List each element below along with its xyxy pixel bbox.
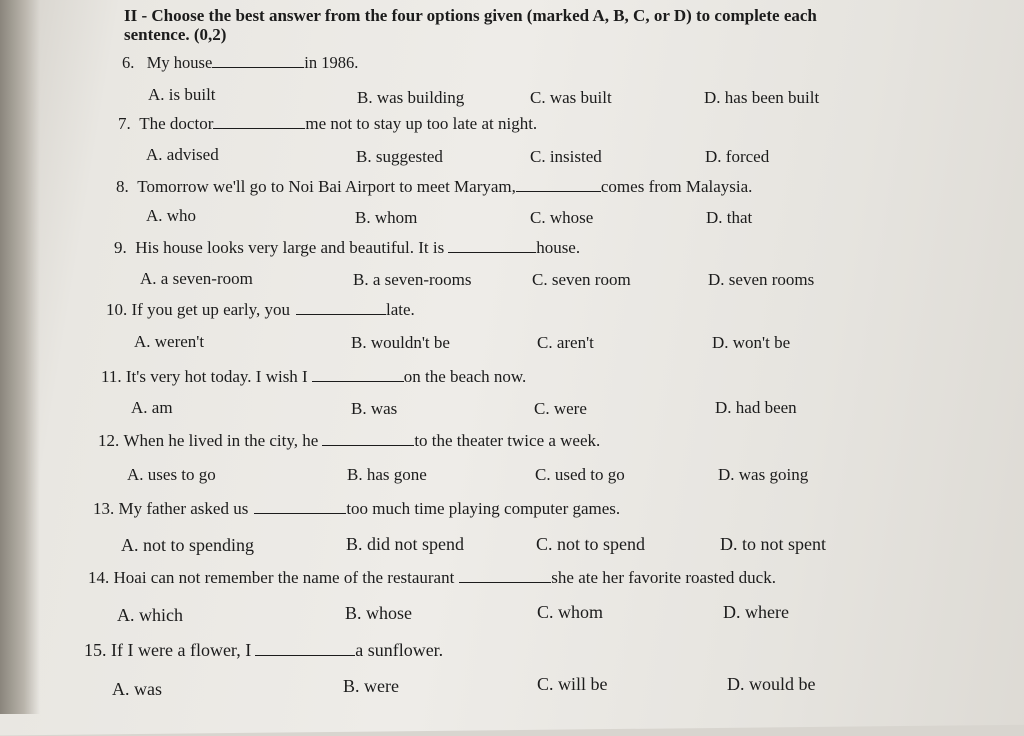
option-9-a[interactable]: A. a seven-room — [140, 269, 253, 288]
question-7 — [118, 114, 537, 134]
question-6 — [122, 53, 358, 73]
option-8-c[interactable]: C. whose — [530, 208, 594, 227]
answer-blank[interactable] — [516, 177, 601, 192]
question-number: 10. — [106, 300, 128, 319]
question-15 — [84, 640, 443, 661]
question-number: 9. — [114, 238, 127, 257]
question-text-after: house. — [536, 238, 581, 257]
header-line-2: sentence. (0,2) — [124, 25, 227, 44]
question-text-before: My house — [146, 53, 213, 72]
option-11-c[interactable]: C. were — [534, 399, 587, 418]
question-text-after: a sunflower. — [355, 640, 444, 660]
question-8 — [116, 177, 752, 197]
question-number: 14. — [88, 568, 110, 587]
answer-blank[interactable] — [448, 238, 536, 253]
answer-blank[interactable] — [213, 114, 305, 129]
option-9-c[interactable]: C. seven room — [532, 270, 631, 289]
option-7-a[interactable]: A. advised — [146, 145, 219, 164]
question-text-after: late. — [385, 300, 415, 319]
question-text-before: Hoai can not remember the name of the restaurant — [113, 568, 455, 587]
question-number: 13. — [93, 499, 115, 518]
question-text-before: When he lived in the city, he — [123, 431, 319, 450]
option-7-b[interactable]: B. suggested — [356, 147, 443, 166]
question-text-before: My father asked us — [118, 499, 249, 518]
option-14-a[interactable]: A. which — [117, 605, 183, 625]
section-header — [124, 6, 984, 44]
option-8-b[interactable]: B. whom — [355, 208, 418, 227]
question-number: 11. — [101, 367, 122, 386]
answer-blank[interactable] — [322, 431, 414, 446]
question-text-after: on the beach now. — [403, 367, 527, 386]
option-15-d[interactable]: D. would be — [727, 674, 816, 694]
option-13-c[interactable]: C. not to spend — [536, 534, 646, 554]
option-13-b[interactable]: B. did not spend — [346, 534, 465, 554]
question-text-before: If you get up early, you — [131, 300, 290, 319]
option-12-a[interactable]: A. uses to go — [127, 465, 216, 484]
option-10-a[interactable]: A. weren't — [134, 332, 205, 351]
option-14-c[interactable]: C. whom — [537, 602, 604, 622]
option-10-c[interactable]: C. aren't — [537, 333, 594, 352]
question-number: 15. — [84, 640, 107, 660]
question-text-after: in 1986. — [304, 53, 359, 72]
answer-blank[interactable] — [254, 499, 346, 514]
answer-blank[interactable] — [459, 568, 551, 583]
option-11-a[interactable]: A. am — [131, 398, 173, 417]
question-text-after: comes from Malaysia. — [600, 177, 753, 196]
question-text-after: she ate her favorite roasted duck. — [551, 568, 776, 587]
question-text-before: Tomorrow we'll go to Noi Bai Airport to meet Maryam, — [137, 177, 516, 196]
option-7-d[interactable]: D. forced — [705, 147, 770, 166]
question-13 — [93, 499, 620, 519]
header-line-1: II - Choose the best answer from the four options given (marked A, B, C, or D) to complete each — [124, 6, 817, 25]
question-10 — [106, 300, 415, 320]
option-8-a[interactable]: A. who — [146, 206, 197, 225]
option-9-d[interactable]: D. seven rooms — [708, 270, 815, 289]
option-8-d[interactable]: D. that — [706, 208, 753, 227]
question-text-after: me not to stay up too late at night. — [305, 114, 538, 133]
option-15-c[interactable]: C. will be — [537, 674, 608, 694]
question-number: 6. — [122, 53, 135, 72]
question-text-before: His house looks very large and beautiful. It is — [135, 238, 445, 257]
option-12-d[interactable]: D. was going — [718, 465, 809, 484]
option-6-a[interactable]: A. is built — [148, 85, 216, 104]
option-13-a[interactable]: A. not to spending — [121, 535, 254, 555]
answer-blank[interactable] — [255, 641, 355, 656]
option-14-b[interactable]: B. whose — [345, 603, 412, 623]
question-number: 7. — [118, 114, 131, 133]
question-11 — [101, 367, 526, 387]
option-10-d[interactable]: D. won't be — [712, 333, 791, 352]
option-6-d[interactable]: D. has been built — [704, 88, 820, 107]
question-12 — [98, 431, 600, 451]
answer-blank[interactable] — [296, 300, 386, 315]
option-11-b[interactable]: B. was — [351, 399, 398, 418]
option-12-b[interactable]: B. has gone — [347, 465, 427, 484]
option-10-b[interactable]: B. wouldn't be — [351, 333, 450, 352]
option-15-a[interactable]: A. was — [112, 679, 162, 699]
option-14-d[interactable]: D. where — [723, 602, 789, 622]
option-13-d[interactable]: D. to not spent — [720, 534, 826, 554]
option-12-c[interactable]: C. used to go — [535, 465, 625, 484]
option-11-d[interactable]: D. had been — [715, 398, 797, 417]
answer-blank[interactable] — [312, 367, 404, 382]
question-text-after: to the theater twice a week. — [414, 431, 601, 450]
option-7-c[interactable]: C. insisted — [530, 147, 602, 166]
question-9 — [114, 238, 580, 258]
question-number: 12. — [98, 431, 120, 450]
option-6-b[interactable]: B. was building — [357, 88, 465, 107]
option-9-b[interactable]: B. a seven-rooms — [353, 270, 472, 289]
question-14 — [88, 568, 776, 588]
answer-blank[interactable] — [212, 53, 304, 68]
option-15-b[interactable]: B. were — [343, 676, 399, 696]
question-text-before: The doctor — [139, 114, 214, 133]
page-edge-shadow — [0, 0, 40, 714]
question-number: 8. — [116, 177, 129, 196]
question-text-before: It's very hot today. I wish I — [125, 367, 308, 386]
question-text-before: If I were a flower, I — [111, 640, 252, 660]
question-text-after: too much time playing computer games. — [346, 499, 621, 518]
option-6-c[interactable]: C. was built — [530, 88, 612, 107]
